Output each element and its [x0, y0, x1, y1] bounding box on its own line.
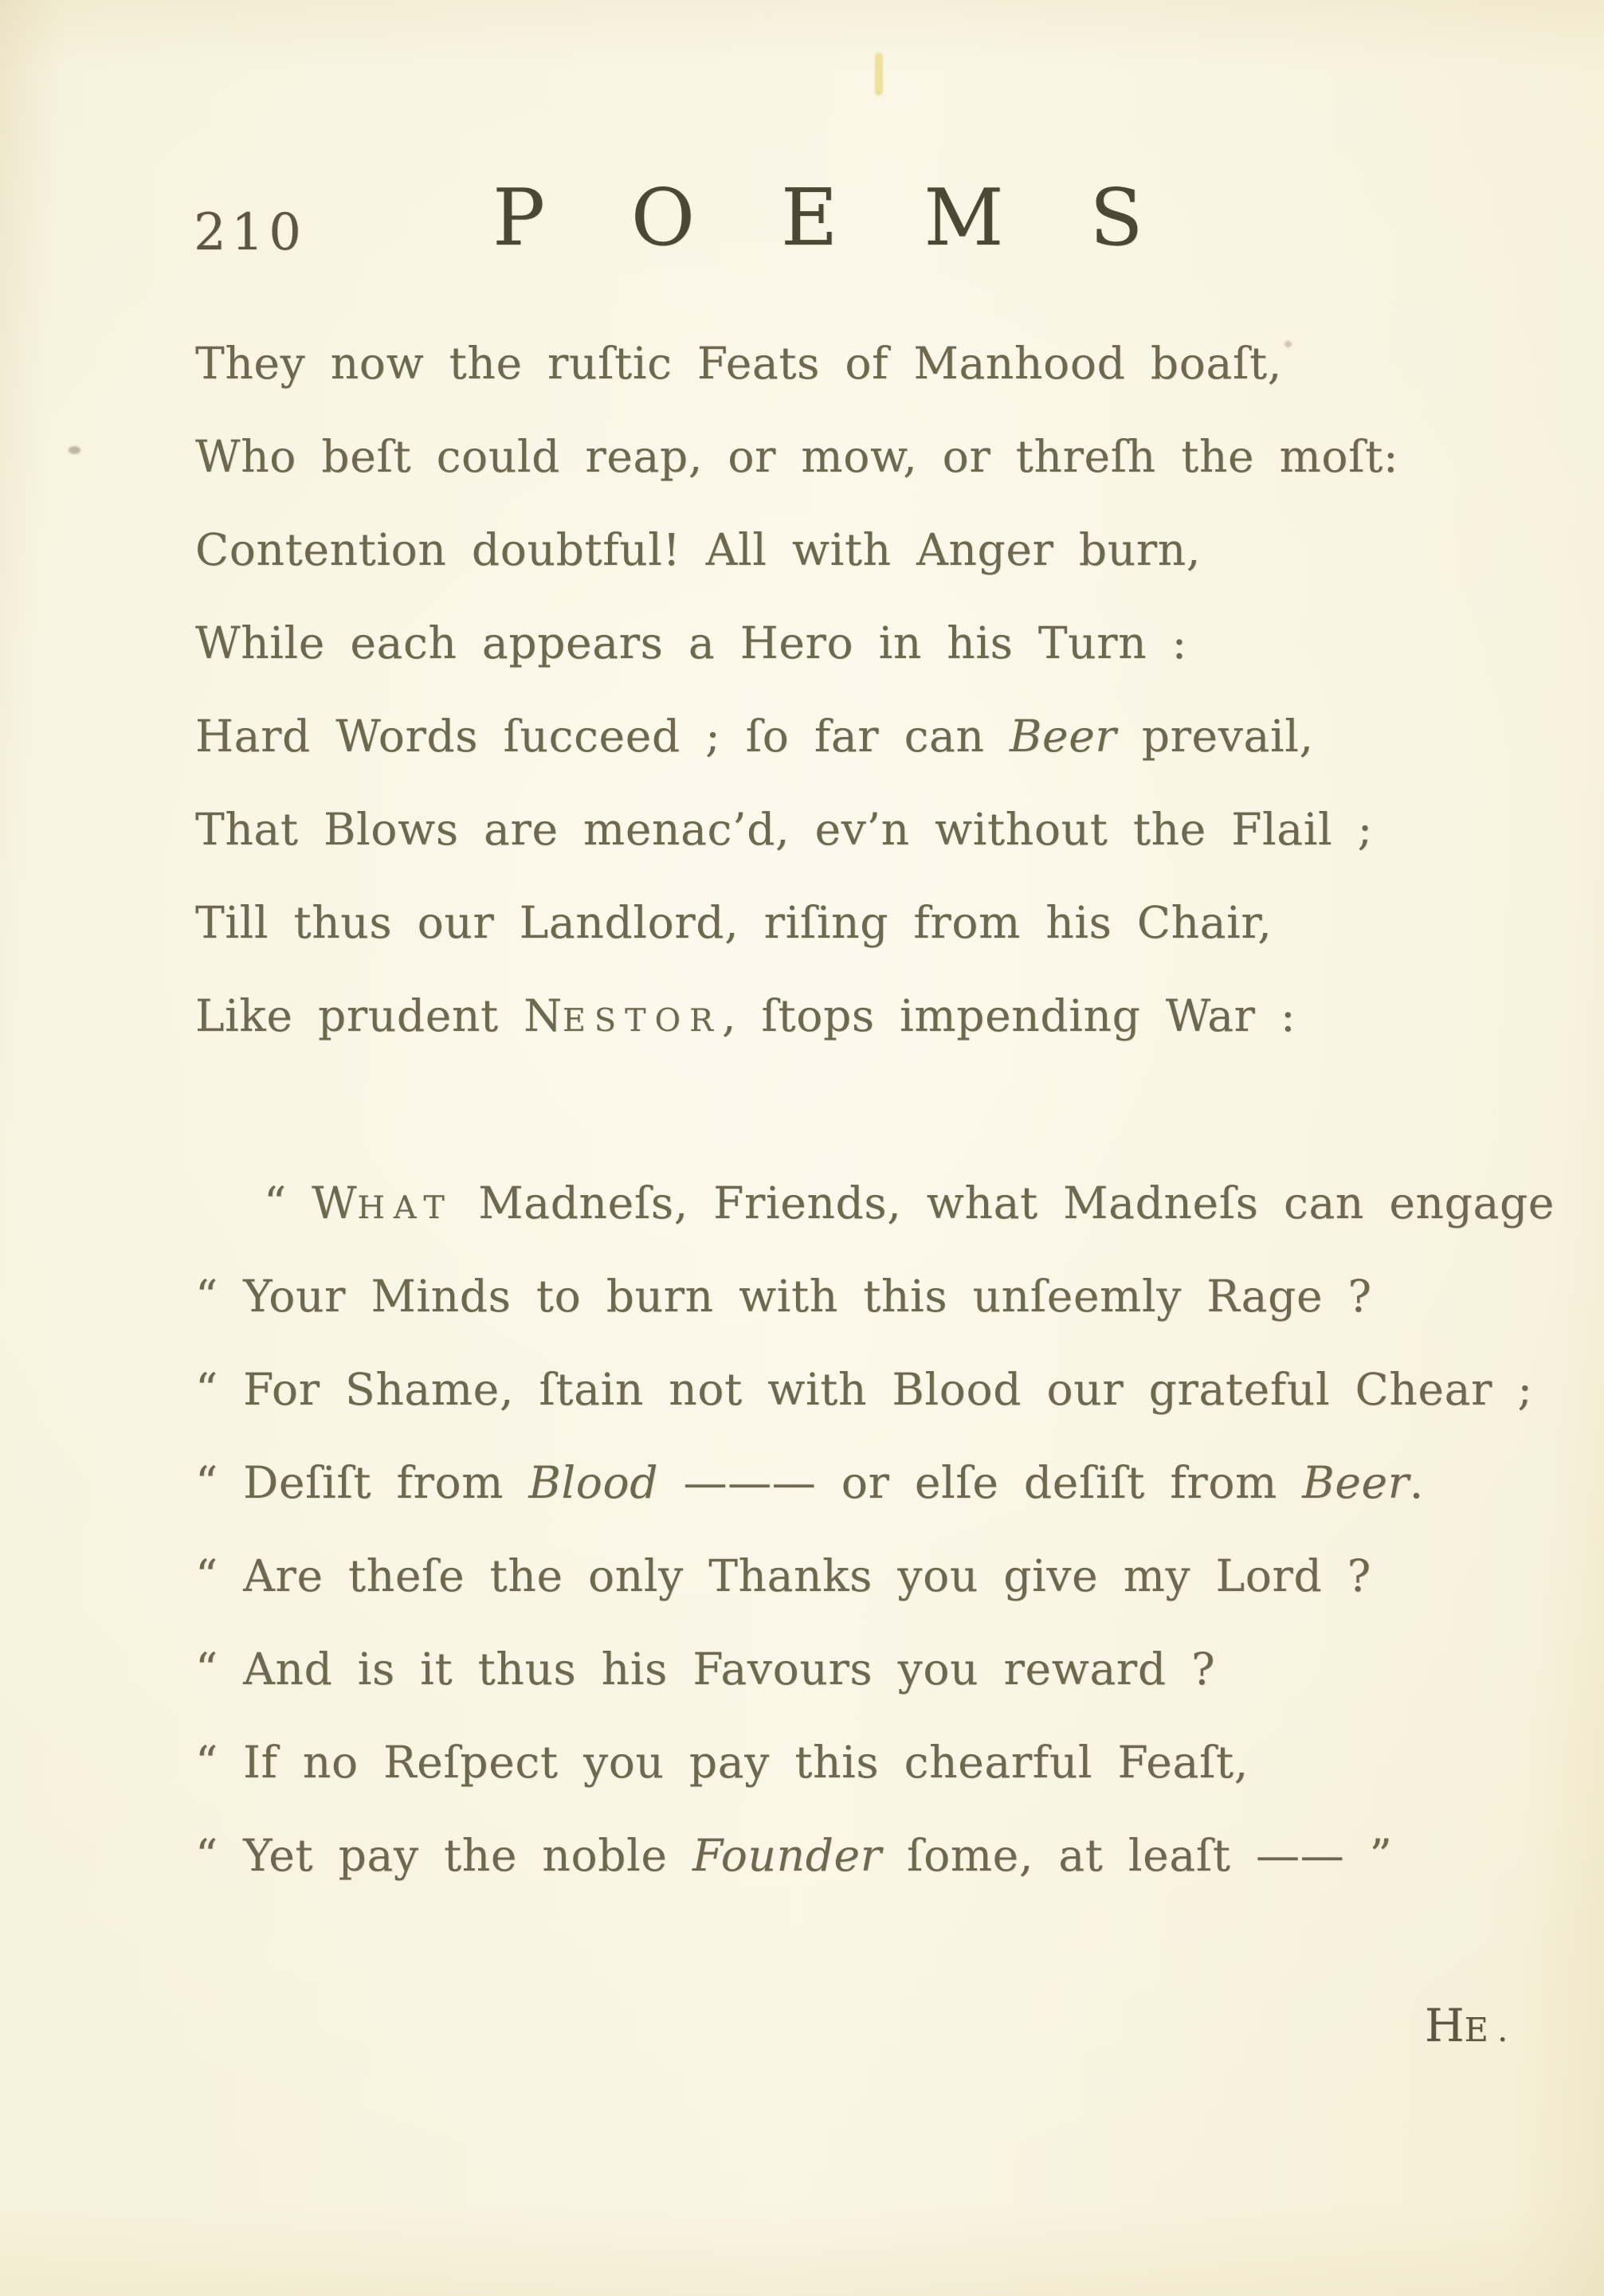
poem-line [195, 1343, 1555, 1436]
poem-line [195, 1157, 1555, 1250]
text-segment: HAT [357, 1189, 453, 1226]
text-segment: “ Deſiſt from [195, 1457, 529, 1508]
text-segment: H [1425, 2000, 1465, 2052]
text-segment: Founder [692, 1830, 882, 1881]
text-segment: ESTOR [562, 1002, 723, 1039]
scan-artifact [69, 446, 80, 454]
text-segment: Beer [1009, 711, 1117, 762]
poem-body [195, 317, 1555, 1902]
text-segment: Till thus our Landlord, riſing from his Chair, [195, 897, 1273, 948]
poem-line [195, 690, 1555, 783]
poem-line [195, 1809, 1555, 1902]
poem-line [195, 317, 1555, 410]
poem-line [195, 783, 1555, 876]
text-segment: They now the ruſtic Feats of Manhood boaſt, [195, 338, 1282, 389]
text-segment: That Blows are menac’d, ev’n without the Flail ; [195, 804, 1373, 855]
poem-line [195, 1530, 1555, 1623]
text-segment: “ For Shame, ſtain not with Blood our grateful Chear ; [195, 1364, 1533, 1415]
text-segment: “ Your Minds to burn with this unſeemly Rage ? [195, 1271, 1372, 1322]
text-segment: Beer [1302, 1457, 1410, 1508]
text-segment: “ Are theſe the only Thanks you give my Lord ? [195, 1550, 1371, 1601]
text-segment: . [1409, 1457, 1424, 1508]
scan-artifact [875, 53, 883, 96]
poem-line [195, 1250, 1555, 1343]
text-segment: “ And is it thus his Favours you reward ? [195, 1644, 1216, 1695]
poem-line [195, 876, 1555, 970]
poem-line [195, 503, 1555, 597]
text-segment: Madneſs, Friends, what Madneſs can engage [453, 1177, 1555, 1228]
stanza [195, 317, 1555, 1063]
text-segment: “ Yet pay the noble [195, 1830, 692, 1881]
text-segment: “ If no Reſpect you pay this chearful Feaſt, [195, 1737, 1249, 1788]
text-segment: Blood [528, 1457, 659, 1508]
text-segment: “ W [264, 1177, 358, 1228]
text-segment: Who beſt could reap, or mow, or threſh the moſt: [195, 431, 1399, 482]
text-segment: ——— or elſe deſiſt from [658, 1457, 1303, 1508]
catchword [1425, 1998, 1517, 2058]
text-segment: Like prudent N [195, 990, 563, 1041]
poem-line [195, 970, 1555, 1063]
poem-line [195, 1436, 1555, 1530]
text-segment: While each appears a Hero in his Turn : [195, 617, 1187, 668]
text-segment: , ſtops impending War : [722, 990, 1296, 1041]
text-segment: E. [1464, 2011, 1517, 2049]
poem-line [195, 410, 1555, 503]
poem-line [195, 597, 1555, 690]
poem-line [195, 1623, 1555, 1716]
stanza [195, 1157, 1555, 1902]
text-segment: Hard Words ſucceed ; ſo far can [195, 711, 1010, 762]
text-segment: Contention doubtful! All with Anger burn, [195, 524, 1202, 575]
text-segment: prevail, [1116, 711, 1314, 762]
page-number: 210 [194, 203, 307, 262]
running-head-title: POEMS [492, 173, 1229, 264]
text-segment: ſome, at leaſt —— ” [881, 1830, 1393, 1881]
poem-line [195, 1716, 1555, 1809]
